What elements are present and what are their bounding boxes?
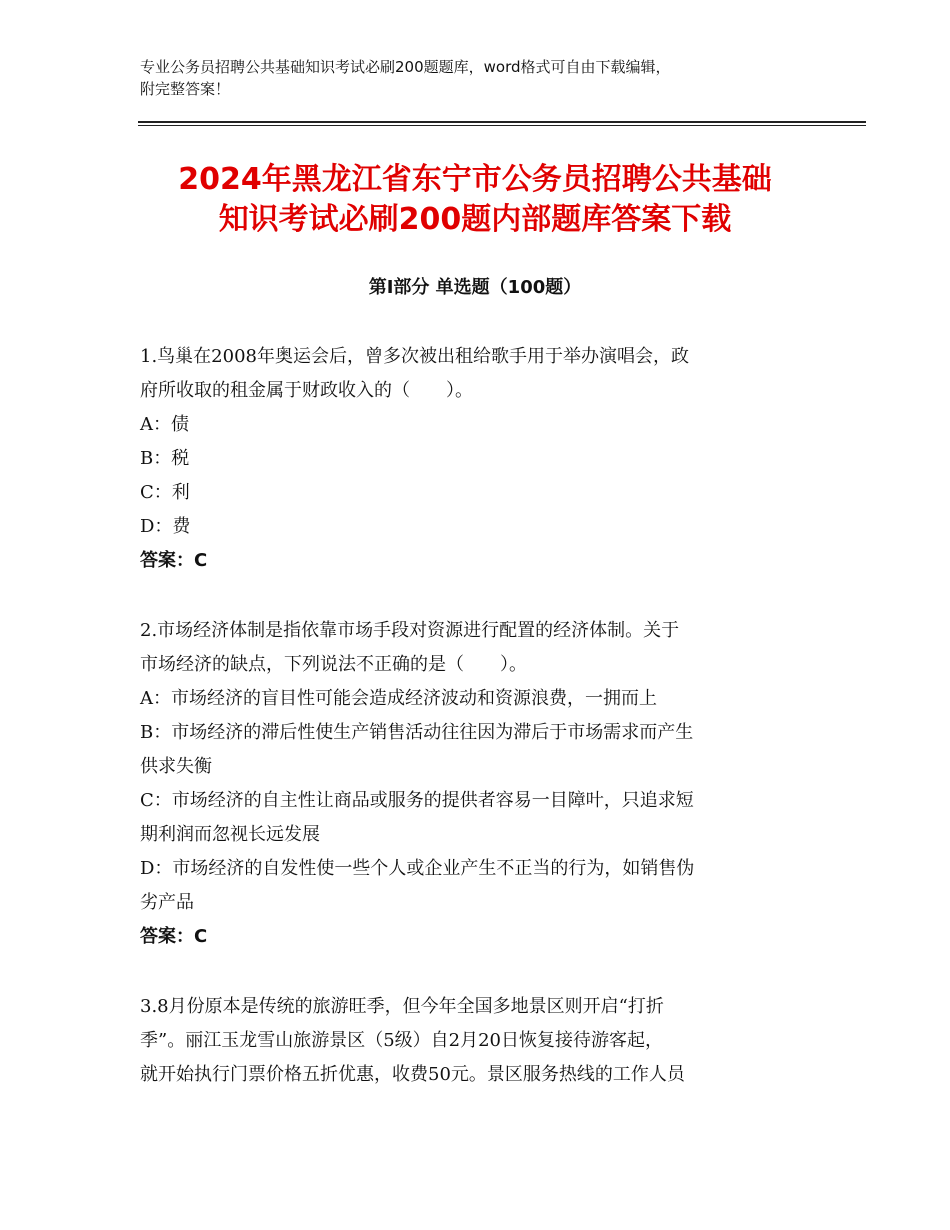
question-2 (140, 614, 810, 954)
section-heading: 第Ⅰ部分 单选题（100题） (368, 277, 582, 298)
document-title-line-2: 知识考试必刷200题内部题库答案下载 (218, 202, 732, 237)
answer: 答案：C (140, 926, 208, 947)
option-b-continued: 供求失衡 (140, 756, 212, 777)
option-d: D：市场经济的自发性使一些个人或企业产生不正当的行为，如销售伪 (140, 858, 695, 879)
question-text-line: 2.市场经济体制是指依靠市场手段对资源进行配置的经济体制。关于 (140, 620, 680, 641)
answer: 答案：C (140, 550, 208, 571)
option-a: A：市场经济的盲目性可能会造成经济波动和资源浪费，一拥而上 (140, 688, 657, 709)
option-b: B：税 (140, 448, 190, 469)
question-text-line: 季”。丽江玉龙雪山旅游景区（5级）自2月20日恢复接待游客起， (140, 1030, 664, 1051)
document-title (100, 160, 850, 240)
question-text-line: 就开始执行门票价格五折优惠，收费50元。景区服务热线的工作人员 (140, 1064, 685, 1085)
option-d: D：费 (140, 516, 191, 537)
header-note-line-2: 附完整答案！ (140, 80, 231, 98)
option-c-continued: 期利润而忽视长远发展 (140, 824, 320, 845)
question-text-line: 1.鸟巢在2008年奥运会后，曾多次被出租给歌手用于举办演唱会，政 (140, 346, 689, 367)
header-divider-thin (138, 125, 866, 126)
option-a: A：债 (140, 414, 189, 435)
question-text-line: 府所收取的租金属于财政收入的（ ）。 (140, 380, 473, 401)
header-note (140, 56, 820, 100)
option-d-continued: 劣产品 (140, 892, 194, 913)
option-c: C：利 (140, 482, 190, 503)
header-note-line-1: 专业公务员招聘公共基础知识考试必刷200题题库，word格式可自由下载编辑， (140, 58, 671, 76)
question-1 (140, 340, 810, 578)
question-text-line: 市场经济的缺点，下列说法不正确的是（ ）。 (140, 654, 527, 675)
header-divider-thick (138, 121, 866, 123)
question-3 (140, 990, 810, 1092)
question-text-line: 3.8月份原本是传统的旅游旺季，但今年全国多地景区则开启“打折 (140, 996, 664, 1017)
option-c: C：市场经济的自主性让商品或服务的提供者容易一目障叶，只追求短 (140, 790, 694, 811)
document-title-line-1: 2024年黑龙江省东宁市公务员招聘公共基础 (178, 162, 772, 197)
option-b: B：市场经济的滞后性使生产销售活动往往因为滞后于市场需求而产生 (140, 722, 694, 743)
